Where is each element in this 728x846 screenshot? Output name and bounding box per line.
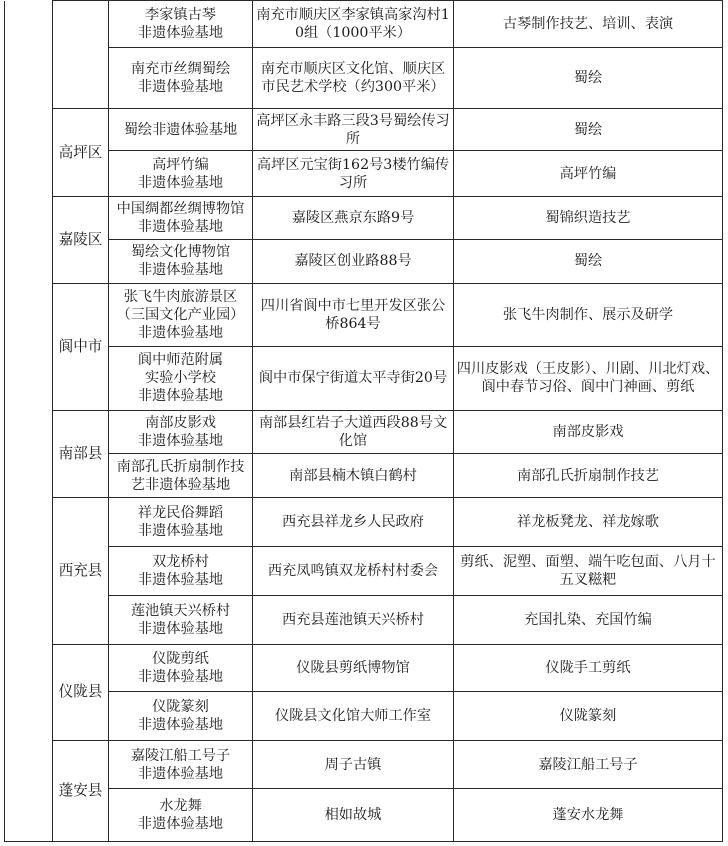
items-cell: 古琴制作技艺、培训、表演: [454, 1, 723, 48]
items-cell: 蜀锦织造技艺: [454, 197, 723, 240]
base-name-cell: 水龙舞 非遗体验基地: [109, 789, 253, 842]
index-cell: [5, 1, 53, 842]
address-cell: 嘉陵区燕京东路9号: [253, 197, 454, 240]
address-cell: 西充县莲池镇天兴桥村: [253, 595, 454, 644]
table-row: [5, 197, 723, 240]
table-row: [5, 47, 723, 108]
table-row: [5, 410, 723, 454]
table-row: [5, 239, 723, 283]
base-name-cell: 南部孔氏折扇制作技艺非遗体验基地: [109, 454, 253, 498]
items-cell: 蓬安水龙舞: [454, 789, 723, 842]
base-name-cell: 高坪竹编 非遗体验基地: [109, 151, 253, 197]
region-cell: 西充县: [53, 498, 109, 644]
items-cell: 南部孔氏折扇制作技艺: [454, 454, 723, 498]
base-name-cell: 仪陇篆刻 非遗体验基地: [109, 692, 253, 741]
region-cell: 蓬安县: [53, 741, 109, 842]
region-cell: 高坪区: [53, 108, 109, 196]
document-page: [4, 0, 726, 844]
base-name-cell: 蜀绘非遗体验基地: [109, 108, 253, 151]
base-name-cell: 李家镇古琴 非遗体验基地: [109, 1, 253, 48]
table-row: [5, 283, 723, 346]
address-cell: 西充凤鸣镇双龙桥村村委会: [253, 547, 454, 596]
table-row: [5, 151, 723, 197]
region-cell: [53, 1, 109, 109]
table-row: [5, 789, 723, 842]
base-name-cell: 南充市丝绸蜀绘 非遗体验基地: [109, 47, 253, 108]
base-name-cell: 蜀绘文化博物馆 非遗体验基地: [109, 239, 253, 283]
items-cell: 仪陇篆刻: [454, 692, 723, 741]
table-row: [5, 595, 723, 644]
address-cell: 周子古镇: [253, 741, 454, 789]
address-cell: 南部县楠木镇白鹤村: [253, 454, 454, 498]
base-name-cell: 阆中师范附属 实验小学校 非遗体验基地: [109, 346, 253, 410]
items-cell: 祥龙板凳龙、祥龙嫁歌: [454, 498, 723, 547]
items-cell: 蜀绘: [454, 239, 723, 283]
base-name-cell: 仪陇剪纸 非遗体验基地: [109, 644, 253, 692]
table-row: [5, 346, 723, 410]
table-row: [5, 692, 723, 741]
address-cell: 相如故城: [253, 789, 454, 842]
base-name-cell: 莲池镇天兴桥村 非遗体验基地: [109, 595, 253, 644]
table-row: [5, 1, 723, 48]
address-cell: 仪陇县剪纸博物馆: [253, 644, 454, 692]
table-row: [5, 644, 723, 692]
table-row: [5, 108, 723, 151]
base-name-cell: 南部皮影戏 非遗体验基地: [109, 410, 253, 454]
table-row: [5, 454, 723, 498]
address-cell: 西充县祥龙乡人民政府: [253, 498, 454, 547]
base-name-cell: 嘉陵江船工号子 非遗体验基地: [109, 741, 253, 789]
items-cell: 嘉陵江船工号子: [454, 741, 723, 789]
items-cell: 充国扎染、充国竹编: [454, 595, 723, 644]
address-cell: 高坪区永丰路三段3号蜀绘传习所: [253, 108, 454, 151]
items-cell: 剪纸、泥塑、面塑、端午吃包面、八月十五叉糍粑: [454, 547, 723, 596]
address-cell: 南充市顺庆区文化馆、顺庆区市民艺术学校（约300平米）: [253, 47, 454, 108]
base-name-cell: 张飞牛肉旅游景区（三国文化产业园）非遗体验基地: [109, 283, 253, 346]
address-cell: 高坪区元宝街162号3楼竹编传习所: [253, 151, 454, 197]
address-cell: 南部县红岩子大道西段88号文化馆: [253, 410, 454, 454]
items-cell: 蜀绘: [454, 108, 723, 151]
table-row: [5, 498, 723, 547]
address-cell: 四川省阆中市七里开发区张公桥864号: [253, 283, 454, 346]
region-cell: 嘉陵区: [53, 197, 109, 283]
region-cell: 仪陇县: [53, 644, 109, 741]
items-cell: 蜀绘: [454, 47, 723, 108]
base-name-cell: 祥龙民俗舞蹈 非遗体验基地: [109, 498, 253, 547]
items-cell: 张飞牛肉制作、展示及研学: [454, 283, 723, 346]
table-row: [5, 547, 723, 596]
heritage-base-table: [4, 0, 723, 842]
items-cell: 南部皮影戏: [454, 410, 723, 454]
address-cell: 阆中市保宁街道太平寺街20号: [253, 346, 454, 410]
base-name-cell: 中国绸都丝绸博物馆非遗体验基地: [109, 197, 253, 240]
items-cell: 高坪竹编: [454, 151, 723, 197]
address-cell: 南充市顺庆区李家镇高家沟村10组（1000平米）: [253, 1, 454, 48]
table-row: [5, 741, 723, 789]
items-cell: 仪陇手工剪纸: [454, 644, 723, 692]
items-cell: 四川皮影戏（王皮影）、川剧、川北灯戏、阆中春节习俗、阆中门神画、剪纸: [454, 346, 723, 410]
address-cell: 仪陇县文化馆大师工作室: [253, 692, 454, 741]
base-name-cell: 双龙桥村 非遗体验基地: [109, 547, 253, 596]
region-cell: 南部县: [53, 410, 109, 497]
address-cell: 嘉陵区创业路88号: [253, 239, 454, 283]
region-cell: 阆中市: [53, 283, 109, 410]
